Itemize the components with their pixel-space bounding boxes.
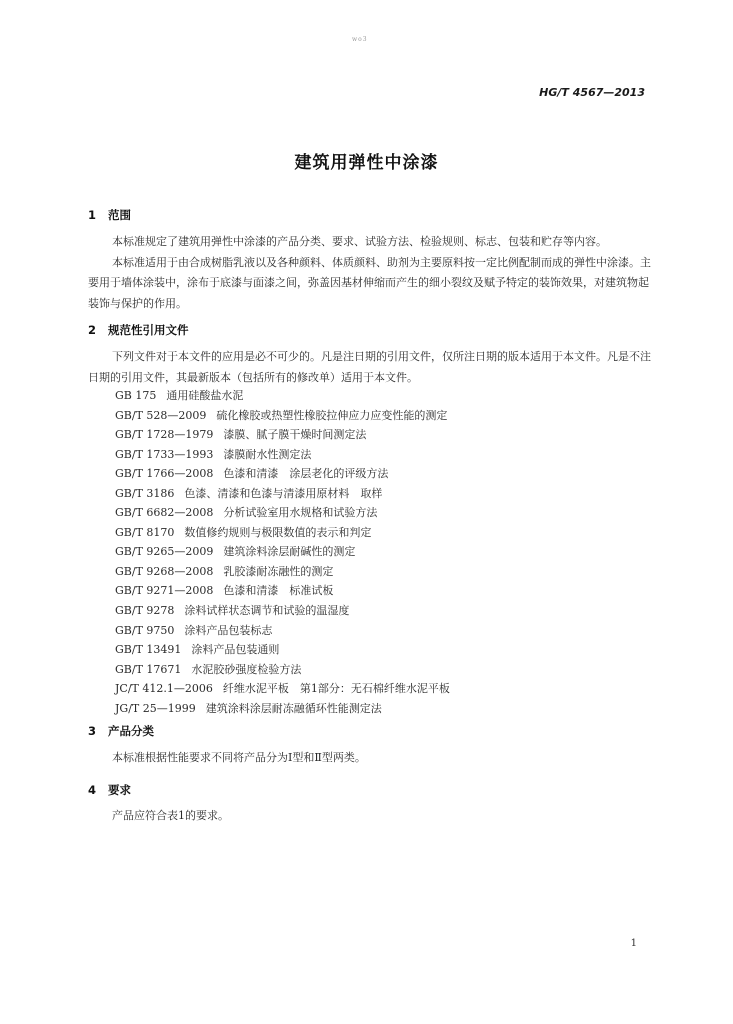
reference-code: GB 175 [115,389,157,402]
reference-item [115,562,450,582]
reference-item [115,445,450,465]
reference-item [115,601,450,621]
section-4-paragraph [88,806,653,827]
reference-item [115,542,450,562]
reference-code: GB/T 9278 [115,604,175,618]
reference-code: GB/T 8170 [115,525,175,539]
reference-code: GB/T 9271—2008 [115,584,214,598]
page-number: 1 [630,938,637,949]
reference-code: GB/T 9268—2008 [115,564,214,578]
reference-code: GB/T 13491 [115,643,182,657]
standard-number: HG/T 4567—2013 [539,86,645,99]
paragraph-text: 本标准规定了建筑用弹性中涂漆的产品分类、要求、试验方法、检验规则、标志、包装和贮存等内容。 [112,235,607,248]
reference-title: 乳胶漆耐冻融性的测定 [223,564,334,578]
paragraph-text: 产品应符合表1的要求。 [112,809,229,822]
reference-item [115,484,450,504]
reference-item [115,640,450,660]
section-title: 产品分类 [108,724,154,738]
reference-title: 色漆和清漆 涂层老化的评级方法 [223,467,389,481]
reference-code: GB/T 9750 [115,623,175,637]
reference-code: GB/T 1728—1979 [115,428,214,442]
section-1-paragraph-2 [88,253,653,315]
reference-code: JC/T 412.1—2006 [115,682,213,696]
reference-title: 漆膜、腻子膜干燥时间测定法 [223,428,367,442]
section-title: 范围 [108,208,131,222]
reference-item [115,386,450,406]
reference-code: GB/T 17671 [115,662,182,676]
scan-mark: wo3 [352,36,368,43]
reference-item [115,523,450,543]
reference-title: 涂料产品包装通则 [191,643,280,657]
reference-title: 通用硅酸盐水泥 [166,389,244,402]
section-3-heading [88,723,154,739]
reference-title: 分析试验室用水规格和试验方法 [223,506,378,520]
section-2-heading [88,322,189,338]
reference-title: 建筑涂料涂层耐冻融循环性能测定法 [205,701,382,715]
section-3-paragraph [88,748,653,769]
reference-title: 纤维水泥平板 第1部分：无石棉纤维水泥平板 [222,682,450,696]
reference-item [115,679,450,699]
reference-title: 色漆、清漆和色漆与清漆用原材料 取样 [184,486,383,500]
reference-item [115,699,450,719]
section-1-paragraph-1 [88,232,653,253]
reference-title: 漆膜耐水性测定法 [223,447,312,461]
reference-code: GB/T 9265—2009 [115,545,214,559]
page-title: 建筑用弹性中涂漆 [294,153,439,173]
paragraph-text: 本标准适用于由合成树脂乳液以及各种颜料、体质颜料、助剂为主要原料按一定比例配制而成的弹性中涂漆。主要用于墙体涂装中，涂布于底漆与面漆之间，弥盖因基材伸缩而产生的细小裂纹及赋予特定的装饰效果，对建筑物起装饰与保护的作用。 [88,255,651,310]
reference-item [115,621,450,641]
reference-item [115,406,450,426]
reference-item [115,503,450,523]
reference-code: JG/T 25—1999 [115,701,196,715]
section-number: 1 [88,208,97,222]
reference-code: GB/T 1733—1993 [115,447,214,461]
section-title: 要求 [108,783,131,797]
section-number: 3 [88,724,97,738]
reference-title: 色漆和清漆 标准试板 [223,584,334,598]
reference-title: 涂料产品包装标志 [184,623,273,637]
reference-item [115,581,450,601]
section-title: 规范性引用文件 [108,323,189,337]
section-2-intro [88,347,653,388]
paragraph-text: 本标准根据性能要求不同将产品分为Ⅰ型和Ⅱ型两类。 [112,751,366,764]
reference-title: 数值修约规则与极限数值的表示和判定 [184,525,372,539]
reference-item [115,425,450,445]
reference-code: GB/T 3186 [115,486,175,500]
paragraph-text: 下列文件对于本文件的应用是必不可少的。凡是注日期的引用文件，仅所注日期的版本适用于本文件。凡是不注日期的引用文件，其最新版本（包括所有的修改单）适用于本文件。 [88,350,651,384]
reference-title: 建筑涂料涂层耐碱性的测定 [223,545,356,559]
section-1-heading [88,207,131,223]
reference-item [115,660,450,680]
reference-title: 涂料试样状态调节和试验的温湿度 [184,604,350,618]
reference-title: 硫化橡胶或热塑性橡胶拉伸应力应变性能的测定 [216,408,448,422]
section-4-heading [88,782,131,798]
reference-code: GB/T 528—2009 [115,408,207,422]
section-number: 2 [88,323,97,337]
section-number: 4 [88,783,97,797]
reference-code: GB/T 6682—2008 [115,506,214,520]
reference-title: 水泥胶砂强度检验方法 [191,662,302,676]
reference-list [115,386,450,718]
reference-item [115,464,450,484]
reference-code: GB/T 1766—2008 [115,467,214,481]
